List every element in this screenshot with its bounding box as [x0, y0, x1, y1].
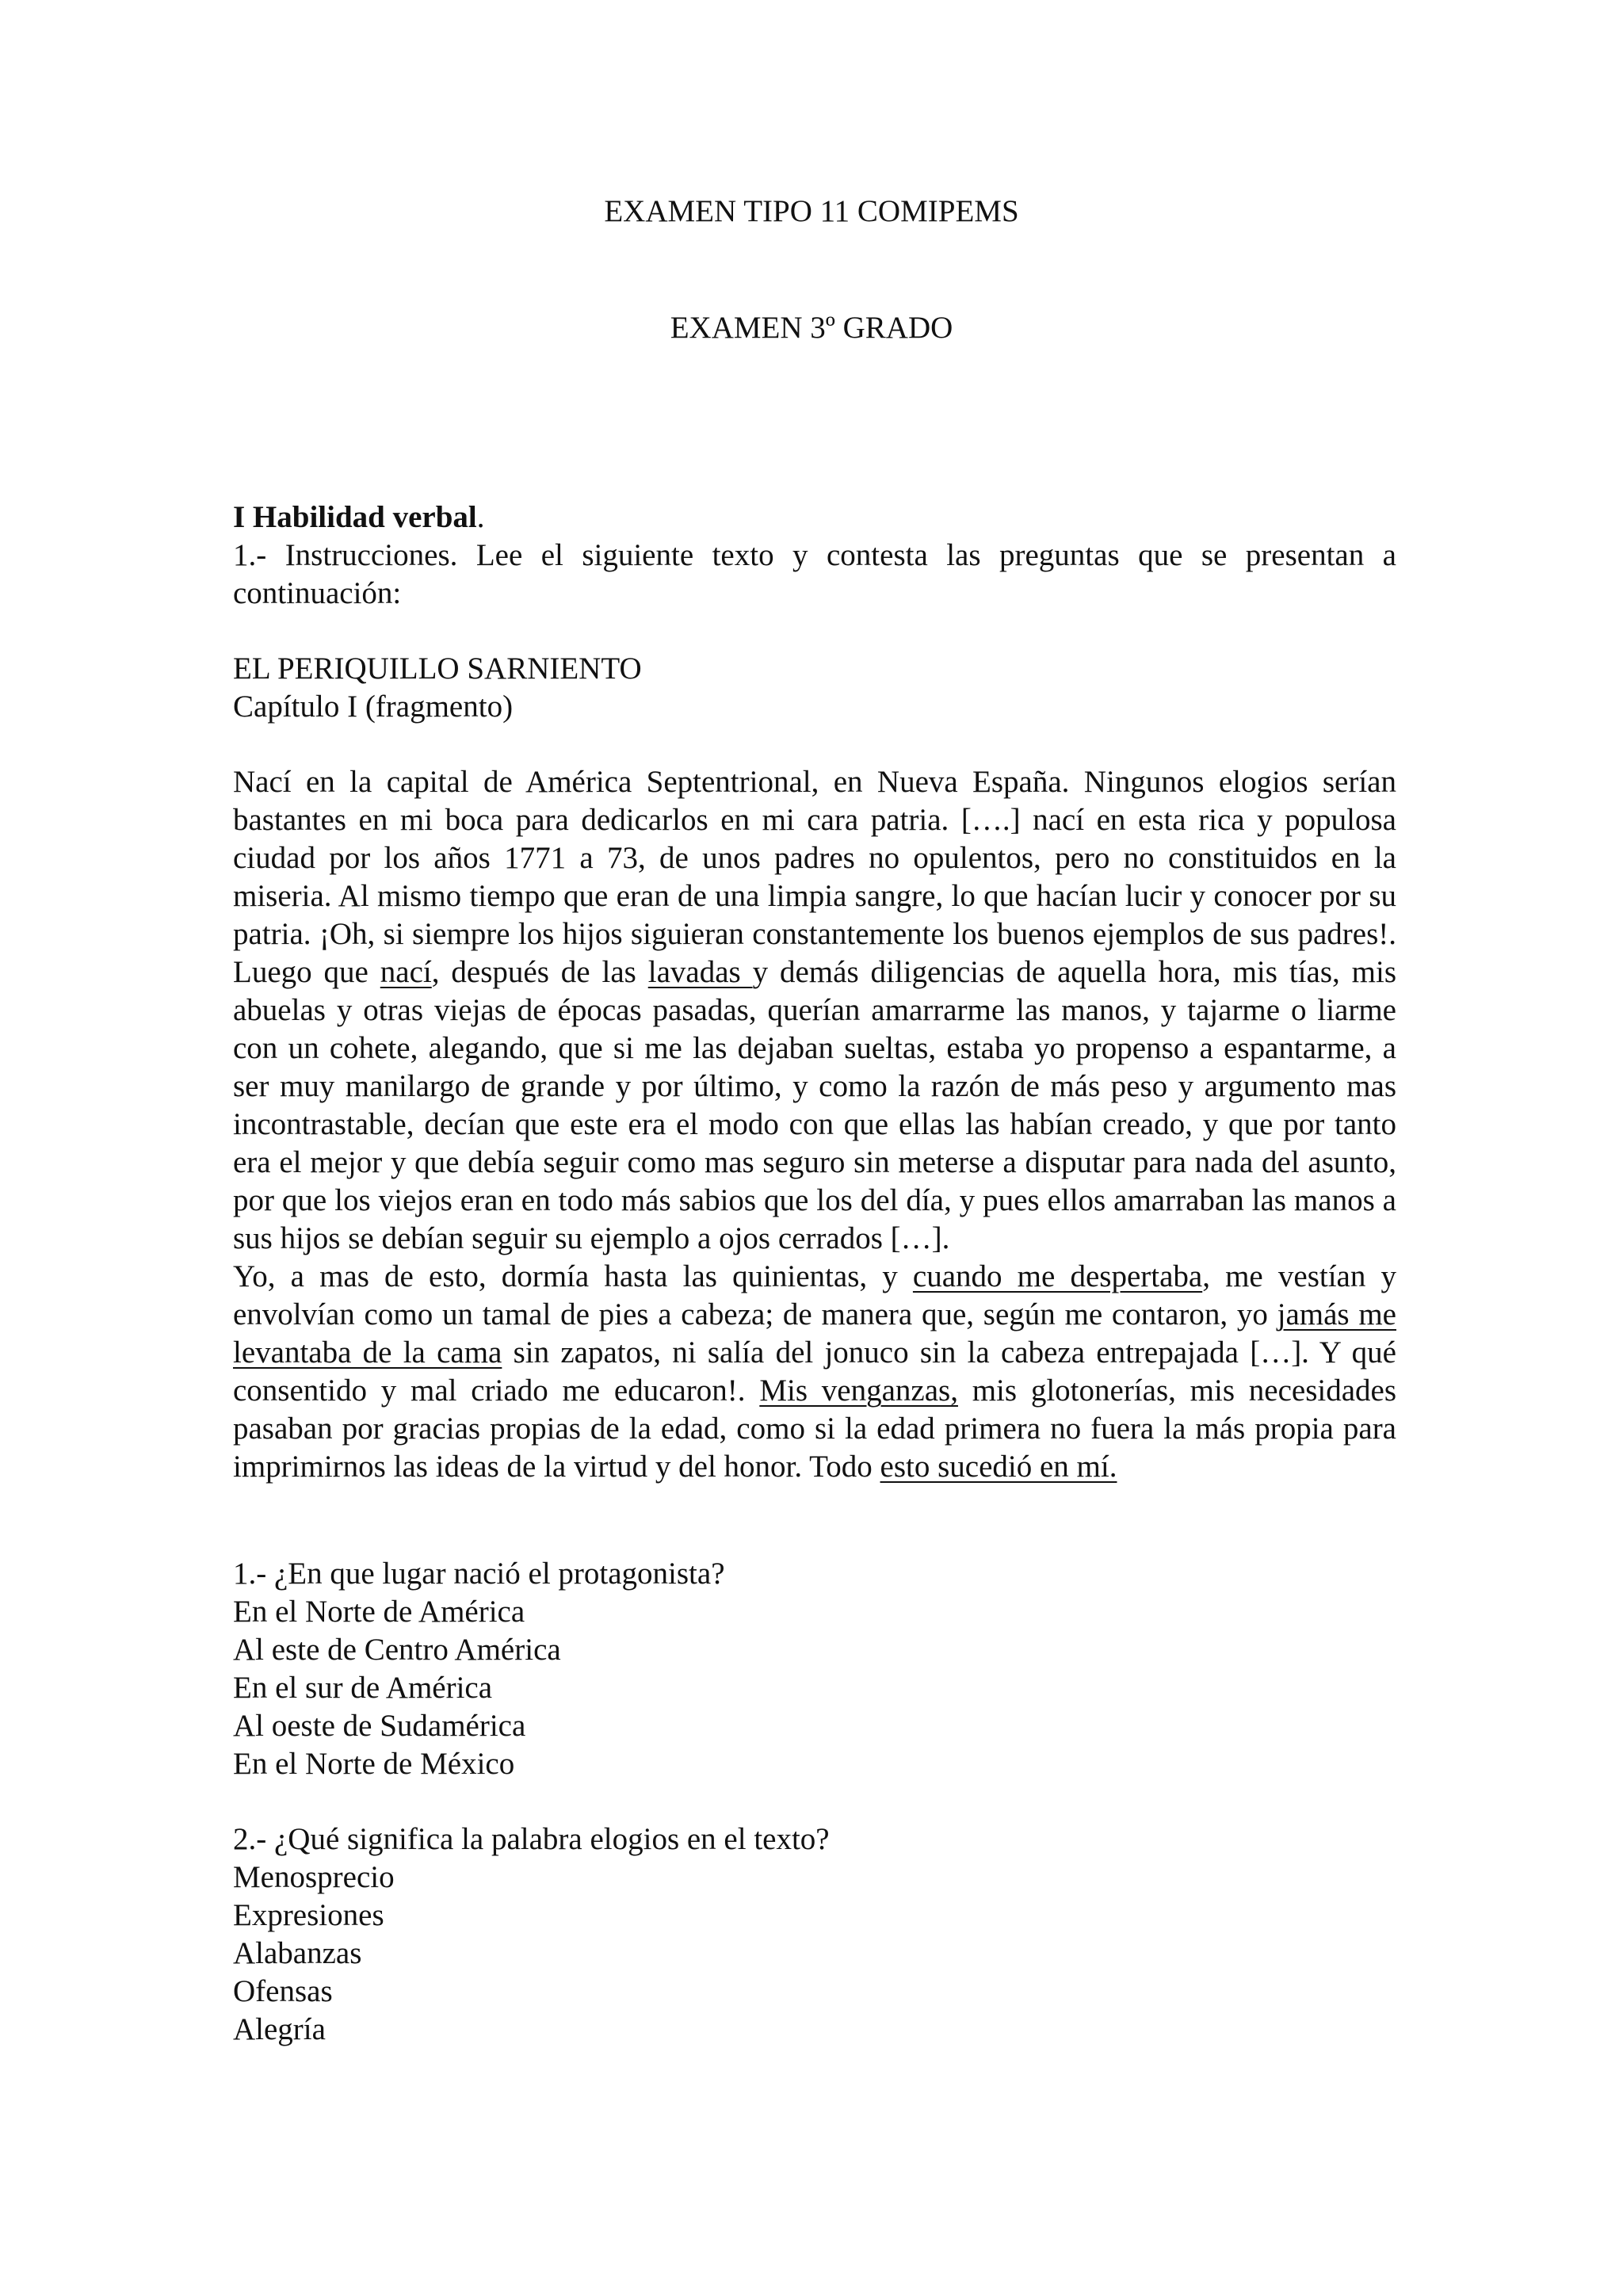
underlined-lavadas: lavadas [647, 955, 753, 989]
exam-title: EXAMEN TIPO 11 COMIPEMS [604, 194, 1019, 228]
question-1-option: En el Norte de América [233, 1595, 525, 1629]
question-2-option: Expresiones [233, 1898, 384, 1932]
question-1-option: Al este de Centro América [233, 1633, 561, 1667]
p1-text-c: y demás diligencias de aquella hora, mis tías, mis abuelas y otras viejas de épocas pasadas, querían amarrarme las manos, y tajarme o liarme con un cohete, alegando, que si me las dejaban sueltas, estaba yo propenso a espantarme, a ser muy manilargo de grande y por último, y como la razón de más peso y argumento mas incontrastable, decían que este era el modo con que ellas las habían creado, y que por tanto era el mejor y que debía seguir como mas seguro sin meterse a disputar para nada del asunto, por que los viejos eran en todo más sabios que los del día, y pues ellos amarraban las manos a sus hijos se debían seguir su ejemplo a ojos cerrados […]. [233, 955, 1396, 1255]
reading-paragraph-1 [233, 763, 1396, 1258]
p2-text-c: sin zapatos, ni salía del jonuco sin la cabeza entrepajada […]. Y qué consentido y mal criado me educaron!. [233, 1335, 1396, 1408]
reading-text [233, 763, 1396, 1486]
instructions: 1.- Instrucciones. Lee el siguiente texto y contesta las preguntas que se presentan a continuación: [233, 538, 1396, 610]
p1-text-b: , después de las [431, 955, 648, 989]
underlined-jamas-me-levantaba: jamás me levantaba de la cama [233, 1297, 1396, 1370]
p1-text-a: Nací en la capital de América Septentrional, en Nueva España. Ningunos elogios serían bastantes en mi boca para dedicarlos en mi cara patria. [….] nací en esta rica y populosa ciudad por los años 1771 a 73, de unos padres no opulentos, pero no constituidos en la miseria. Al mismo tiempo que eran de una limpia sangre, lo que hacían lucir y conocer por su patria. ¡Oh, si siempre los hijos siguieran constantemente los buenos ejemplos de sus padres!. Luego que [233, 765, 1396, 989]
underlined-naci: nací [380, 955, 432, 989]
question-1-prompt: 1.- ¿En que lugar nació el protagonista? [233, 1557, 725, 1591]
reading-chapter: Capítulo I (fragmento) [233, 690, 514, 724]
p2-text-b: , me vestían y envolvían como un tamal de pies a cabeza; de manera que, según me contaron, yo [233, 1259, 1396, 1331]
section-heading [233, 499, 1396, 537]
question-1-option: En el sur de América [233, 1671, 493, 1705]
p2-text-d: mis glotonerías, mis necesidades pasaban por gracias propias de la edad, como si la edad primera no fuera la más propia para imprimirnos las ideas de la virtud y del honor. Todo [233, 1373, 1397, 1484]
underlined-mis-venganzas: Mis venganzas, [759, 1373, 958, 1408]
question-2 [233, 1820, 1396, 2049]
question-2-option: Ofensas [233, 1974, 333, 2008]
question-1-option: Al oeste de Sudamérica [233, 1709, 526, 1743]
question-2-option: Alabanzas [233, 1936, 362, 1970]
underlined-esto-sucedio: esto sucedió en mí. [880, 1450, 1117, 1484]
question-2-option: Alegría [233, 2012, 326, 2046]
section-heading-punct: . [476, 500, 485, 534]
reading-title: EL PERIQUILLO SARNIENTO [233, 651, 642, 686]
question-1-option: En el Norte de México [233, 1747, 515, 1781]
reading-paragraph-2 [233, 1258, 1396, 1486]
question-2-prompt: 2.- ¿Qué significa la palabra elogios en el texto? [233, 1822, 830, 1856]
underlined-cuando-me-despertaba: cuando me despertaba [912, 1259, 1203, 1293]
section-heading-text: I Habilidad verbal [233, 500, 477, 534]
question-1 [233, 1555, 1396, 1783]
exam-subtitle: EXAMEN 3º GRADO [670, 311, 953, 345]
p2-text-a: Yo, a mas de esto, dormía hasta las quinientas, y [233, 1259, 913, 1293]
question-2-option: Menosprecio [233, 1860, 395, 1894]
